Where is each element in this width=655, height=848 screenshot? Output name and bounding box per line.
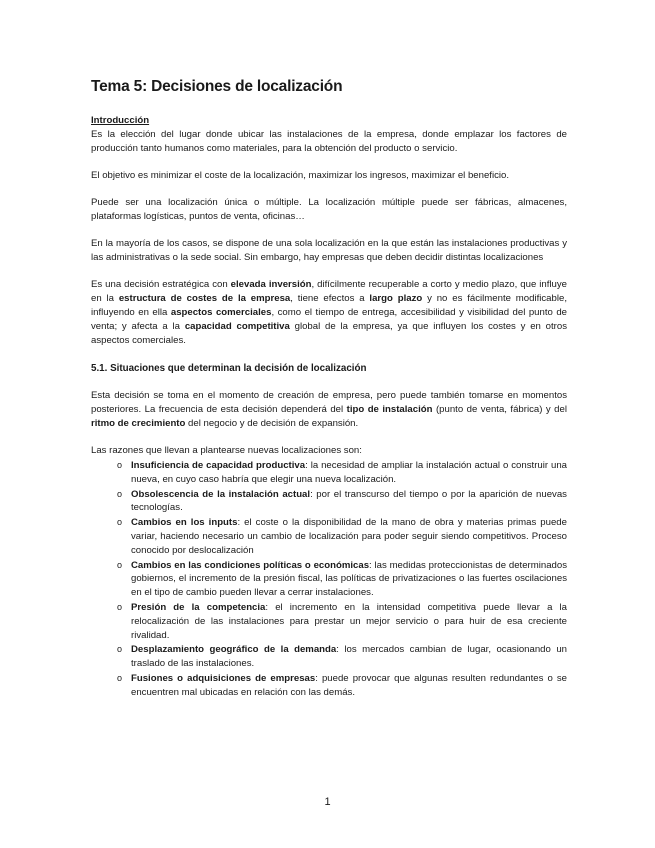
bold-term: Cambios en las condiciones políticas o económicas: [131, 559, 370, 571]
intro-paragraph-4: En la mayoría de los casos, se dispone de una sola localización en la que están las instalaciones productivas y las administrativas o la sede social. Sin embargo, hay empresas que deben decidir distintas localizaciones: [91, 238, 567, 264]
list-item: [117, 643, 567, 671]
text-run: : el incremento en la intensidad competitiva puede llevar a la relocalización de las instalaciones para prestar un mejor servicio o para huir de esa creciente rivalidad.: [131, 602, 567, 641]
intro-paragraph-2: El objetivo es minimizar el coste de la localización, maximizar los ingresos, maximizar el beneficio.: [91, 169, 510, 181]
section-heading: 5.1. Situaciones que determinan la decisión de localización: [91, 363, 367, 375]
text-run: : la necesidad de ampliar la instalación actual o construir una nueva, en cuyo caso habría que elegir una nueva localización.: [131, 460, 567, 485]
bold-term: elevada inversión: [230, 279, 312, 291]
bold-term: aspectos comerciales: [170, 306, 272, 318]
bullet-icon: o: [117, 488, 123, 499]
intro-paragraph-5: [91, 278, 567, 347]
list-item: [117, 672, 567, 700]
list-item: [117, 601, 567, 642]
list-item: [117, 459, 567, 487]
text-run: , tiene efectos a: [290, 293, 370, 305]
page-number: 1: [324, 796, 331, 808]
page-title: Tema 5: Decisiones de localización: [91, 78, 343, 95]
text-run: : el coste o la disponibilidad de la mano de obra y materias primas puede variar, haciendo necesario un cambio de localización para poder seguir siendo competitivos. Proceso conocido por deslocalización: [131, 517, 567, 556]
reasons-lead: Las razones que llevan a plantearse nuevas localizaciones son:: [91, 445, 362, 457]
text-run: , difícilmente recuperable a corto y medio plazo, que influye en la: [91, 279, 567, 305]
text-run: Esta decisión se toma en el momento de creación de empresa, pero puede también tomarse en momentos posteriores. La frecuencia de esta decisión dependerá del: [91, 390, 567, 416]
reasons-list: [91, 459, 567, 700]
bullet-icon: o: [117, 517, 123, 528]
bullet-icon: o: [117, 602, 123, 613]
bold-term: largo plazo: [369, 293, 423, 305]
bold-term: estructura de costes de la empresa: [118, 293, 291, 305]
list-item: [117, 516, 567, 557]
text-run: (punto de venta, fábrica) y del: [432, 404, 567, 416]
bold-term: tipo de instalación: [346, 404, 433, 416]
bold-term: Insuficiencia de capacidad productiva: [131, 460, 306, 472]
text-run: : los mercados cambian de lugar, ocasionando un traslado de las instalaciones.: [131, 644, 567, 670]
text-run: , como el tiempo de entrega, accesibilidad y visibilidad del punto de venta; y afecta a la: [91, 306, 568, 332]
text-run: : las medidas proteccionistas de determinados gobiernos, el incremento de la presión fiscal, las políticas de privatizaciones o las fuertes oscilaciones en el tipo de cambio pueden llevar a cerrar instalaciones.: [131, 559, 568, 599]
list-item: [117, 488, 567, 516]
intro-heading: Introducción: [91, 115, 150, 126]
text-run: : puede provocar que algunas resulten redundantes o se encuentren mal ubicadas en relación con las demás.: [131, 673, 568, 698]
text-run: Es una decisión estratégica con: [91, 279, 231, 291]
bold-term: Fusiones o adquisiciones de empresas: [131, 673, 316, 684]
section-paragraph-1: [91, 389, 567, 430]
bold-term: Presión de la competencia: [131, 602, 266, 614]
text-run: : por el transcurso del tiempo o por la aparición de nuevas tecnologías.: [131, 488, 567, 514]
bold-term: capacidad competitiva: [184, 320, 290, 332]
intro-paragraph-1: Es la elección del lugar donde ubicar las instalaciones de la empresa, donde emplazar los factores de producción tanto humanos como materiales, para la obtención del producto o servicio.: [91, 128, 567, 154]
bold-term: ritmo de crecimiento: [91, 417, 186, 429]
text-run: global de la empresa, ya que influyen los costes y en otros aspectos comerciales.: [91, 320, 568, 346]
bold-term: Obsolescencia de la instalación actual: [131, 488, 311, 500]
intro-paragraph-3: Puede ser una localización única o múltiple. La localización múltiple puede ser fábricas, almacenes, plataformas logísticas, puntos de venta, oficinas…: [91, 197, 567, 222]
bold-term: Cambios en los inputs: [131, 517, 238, 529]
text-run: del negocio y de decisión de expansión.: [185, 417, 359, 429]
bold-term: Desplazamiento geográfico de la demanda: [131, 644, 337, 656]
bullet-icon: o: [117, 644, 123, 655]
text-run: y no es fácilmente modificable, influyendo en ella: [91, 293, 567, 318]
bullet-icon: o: [117, 460, 123, 471]
list-item: [117, 559, 567, 600]
bullet-icon: o: [117, 673, 123, 683]
bullet-icon: o: [117, 559, 123, 570]
